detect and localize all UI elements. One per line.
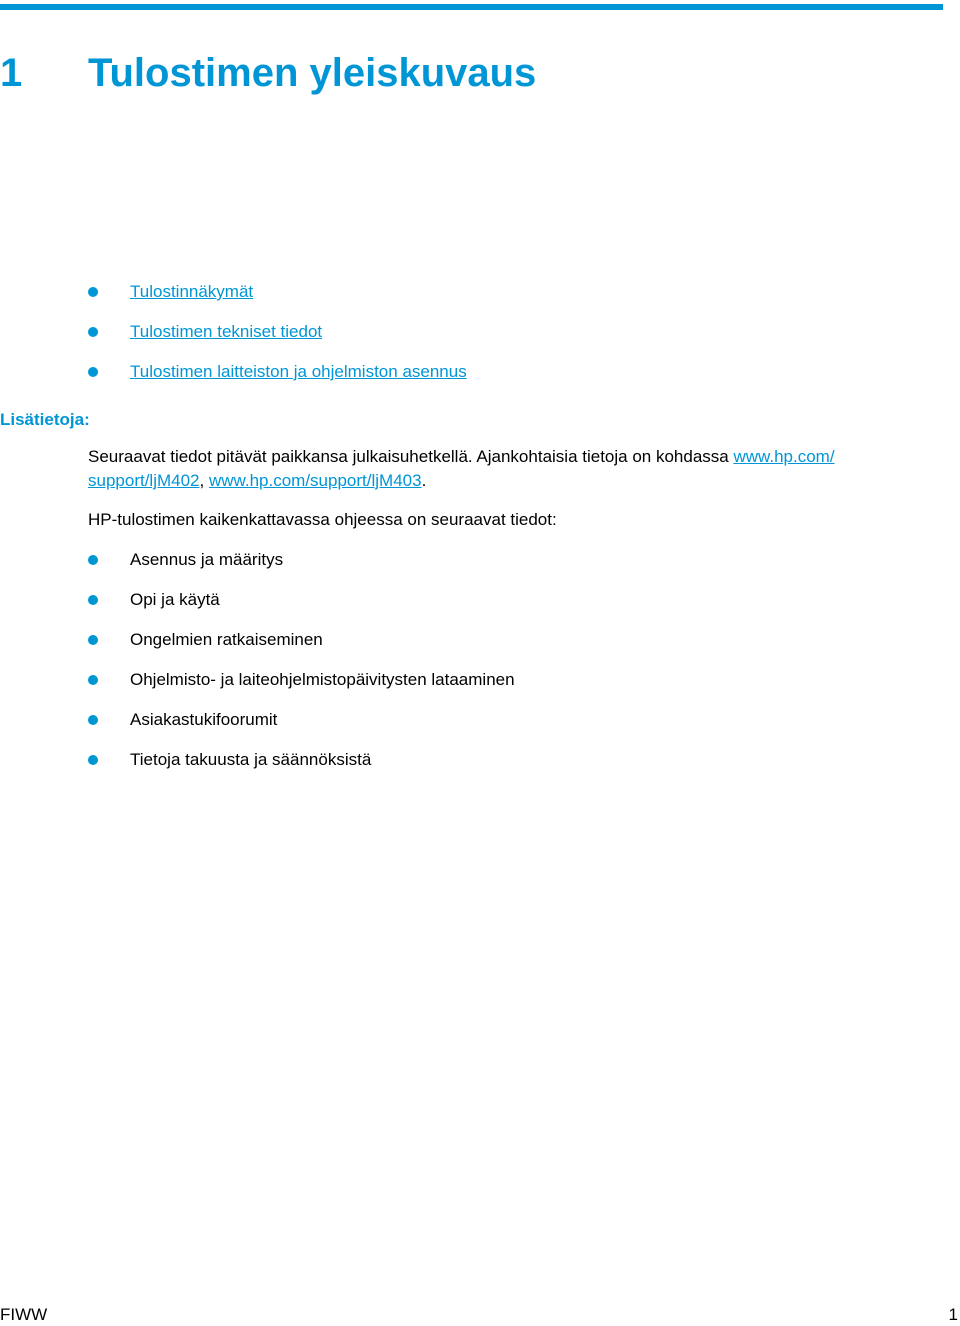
toc-link-setup[interactable]: Tulostimen laitteiston ja ohjelmiston asennus [130, 362, 467, 381]
bullet-icon [88, 715, 98, 725]
list-item-label: Ohjelmisto- ja laiteohjelmistopäivitysten lataaminen [130, 670, 515, 689]
chapter-heading [0, 49, 536, 97]
list-item [88, 709, 515, 731]
bullet-icon [88, 755, 98, 765]
list-item-label: Opi ja käytä [130, 590, 220, 609]
list-item [88, 629, 515, 651]
bullet-icon [88, 287, 98, 297]
list-item-label: Tietoja takuusta ja säännöksistä [130, 750, 372, 769]
footer-locale: FIWW [0, 1305, 48, 1324]
bullet-icon [88, 555, 98, 565]
toc-link-specifications[interactable]: Tulostimen tekniset tiedot [130, 322, 323, 341]
list-item [88, 669, 515, 691]
page-number: 1 [948, 1305, 958, 1324]
bullet-icon [88, 675, 98, 685]
toc-item [88, 281, 467, 303]
list-item [88, 589, 515, 611]
feature-list [88, 549, 515, 789]
bullet-icon [88, 635, 98, 645]
more-info-label: Lisätietoja: [0, 410, 90, 429]
list-item-label: Asennus ja määritys [130, 550, 284, 569]
bullet-icon [88, 367, 98, 377]
help-intro: HP-tulostimen kaikenkattavassa ohjeessa on seuraavat tiedot: [88, 510, 557, 529]
period: . [421, 471, 427, 490]
list-item [88, 749, 515, 771]
toc-link-printer-views[interactable]: Tulostinnäkymät [130, 282, 254, 301]
list-item-label: Asiakastukifoorumit [130, 710, 278, 729]
chapter-number: 1 [0, 50, 23, 95]
chapter-title: Tulostimen yleiskuvaus [88, 50, 537, 95]
toc-item [88, 361, 467, 383]
list-item-label: Ongelmien ratkaiseminen [130, 630, 323, 649]
top-rule [0, 4, 943, 10]
bullet-icon [88, 327, 98, 337]
support-link-m403[interactable]: www.hp.com/support/ljM403 [208, 471, 422, 490]
list-item [88, 549, 515, 571]
toc-list [88, 281, 467, 401]
bullet-icon [88, 595, 98, 605]
link-separator: , [199, 471, 209, 490]
toc-item [88, 321, 467, 343]
info-intro: Seuraavat tiedot pitävät paikkansa julkaisuhetkellä. Ajankohtaisia tietoja on kohdassa [88, 447, 734, 466]
support-link-m402[interactable]: www.hp.com/ support/ljM402 [88, 447, 835, 490]
info-paragraph [88, 445, 888, 493]
